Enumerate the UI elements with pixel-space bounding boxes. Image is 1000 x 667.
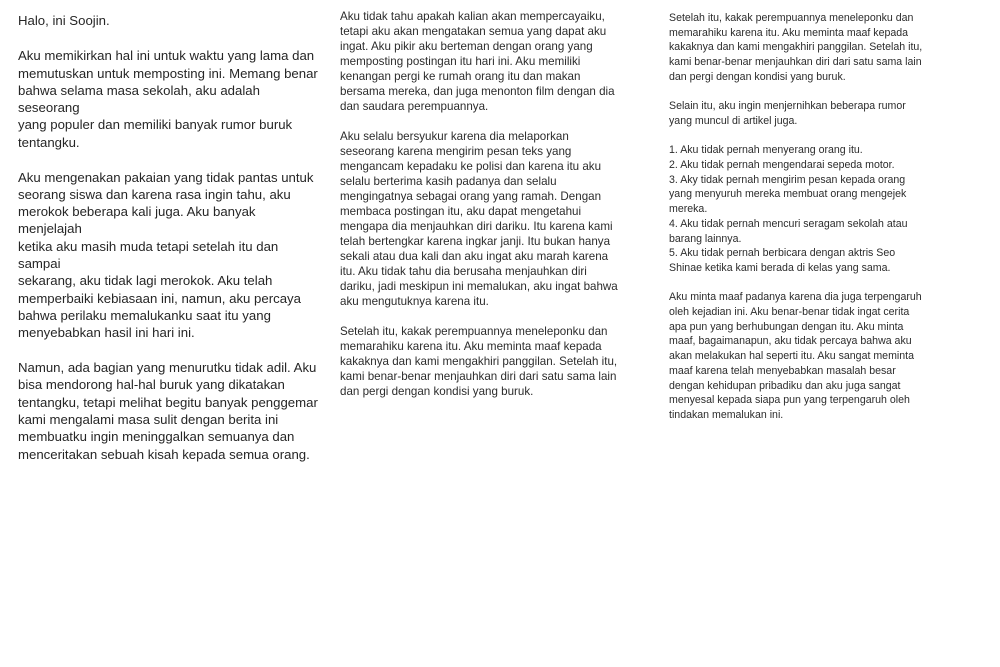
greeting: Halo, ini Soojin. [18,13,110,28]
letter-column-1 [18,12,320,480]
list-item: 4. Aku tidak pernah mencuri seragam sekolah atau barang lainnya. [669,217,908,245]
paragraph: Namun, ada bagian yang menurutku tidak adil. Aku bisa mendorong hal-hal buruk yang dikatakan tentangku, tetapi melihat begitu banyak penggemar kami mengalami masa sulit dengan berita ini membuatku ingin meninggalkan semuanya dan menceritakan sebuah kisah kepada semua orang. [18,360,318,462]
letter-column-2 [340,9,620,414]
paragraph: Aku tidak tahu apakah kalian akan mempercayaiku, tetapi aku akan mengatakan semua yang dapat aku ingat. Aku pikir aku berteman dengan orang yang memposting postingan itu hari ini. Aku memiliki kenangan pergi ke rumah orang itu dan makan bersama mereka, dan juga menonton film dengan dia dan saudara perempuannya. [340,10,615,113]
list-item: 1. Aku tidak pernah menyerang orang itu. [669,144,863,157]
paragraph: Aku mengenakan pakaian yang tidak pantas untuk seorang siswa dan karena rasa ingin tahu, aku merokok beberapa kali juga. Aku banyak menjelajah ketika aku masih muda tetapi setelah itu dan sampai sekarang, aku tidak lagi merokok. Aku telah memperbaiki kebiasaan ini, namun, aku percaya bahwa perilaku memalukanku saat itu yang menyebabkan hasil ini hari ini. [18,169,314,341]
paragraph: Setelah itu, kakak perempuannya meneleponku dan memarahiku karena itu. Aku meminta maaf kepada kakaknya dan kami mengakhiri panggilan. Setelah itu, kami benar-benar menjauhkan diri dari satu sama lain dan pergi dengan kondisi yang buruk. [340,325,618,398]
paragraph: Aku memikirkan hal ini untuk waktu yang lama dan memutuskan untuk memposting ini. Memang benar bahwa selama masa sekolah, aku adalah seseorang yang populer dan memiliki banyak rumor buruk tentangku. [18,48,318,150]
paragraph: Setelah itu, kakak perempuannya meneleponku dan memarahiku karena itu. Aku meminta maaf kepada kakaknya dan kami mengakhiri panggilan. Setelah itu, kami benar-benar menjauhkan diri dari satu sama lain dan pergi dengan kondisi yang buruk. [669,12,923,83]
paragraph: Selain itu, aku ingin menjernihkan beberapa rumor yang muncul di artikel juga. [669,100,906,127]
rumor-list [669,143,937,275]
list-item: 2. Aku tidak pernah mengendarai sepeda motor. [669,159,895,171]
list-item: 5. Aku tidak pernah berbicara dengan aktris Seo Shinae ketika kami berada di kelas yang sama. [669,247,896,274]
paragraph: Aku minta maaf padanya karena dia juga terpengaruh oleh kejadian ini. Aku benar-benar tidak ingat cerita apa pun yang berhubungan dengan itu. Aku minta maaf, bagaimanapun, aku tidak percaya bahwa aku akan melakukan hal seperti itu. Aku sangat meminta maaf karena telah menyebabkan masalah besar dengan kehidupan pribadiku dan aku juga sangat menyesal kepada siapa pun yang terpengaruh oleh tindakan memalukan ini. [669,291,922,421]
list-item: 3. Aky tidak pernah mengirim pesan kepada orang yang menyuruh mereka membuat orang mengejek mereka. [669,173,907,216]
letter-column-3 [669,11,937,437]
paragraph: Aku selalu bersyukur karena dia melaporkan seseorang karena mengirim pesan teks yang mengancam kepadaku ke polisi dan karena itu aku selalu berterima kasih padanya dan selalu mengingatnya sebagai orang yang ramah. Dengan membaca postingan itu, aku dapat mengetahui mengapa dia menjauhkan diri dariku. Itu karena kami telah bertengkar karena ingkar janji. Itu bukan hanya sekali atau dua kali dan aku ingat aku marah karena itu. Aku tidak tahu dia berusaha menjauhkan diri dariku, jadi meskipun ini memalukan, aku ingat bahwa aku mengutuknya karena itu. [340,130,618,308]
